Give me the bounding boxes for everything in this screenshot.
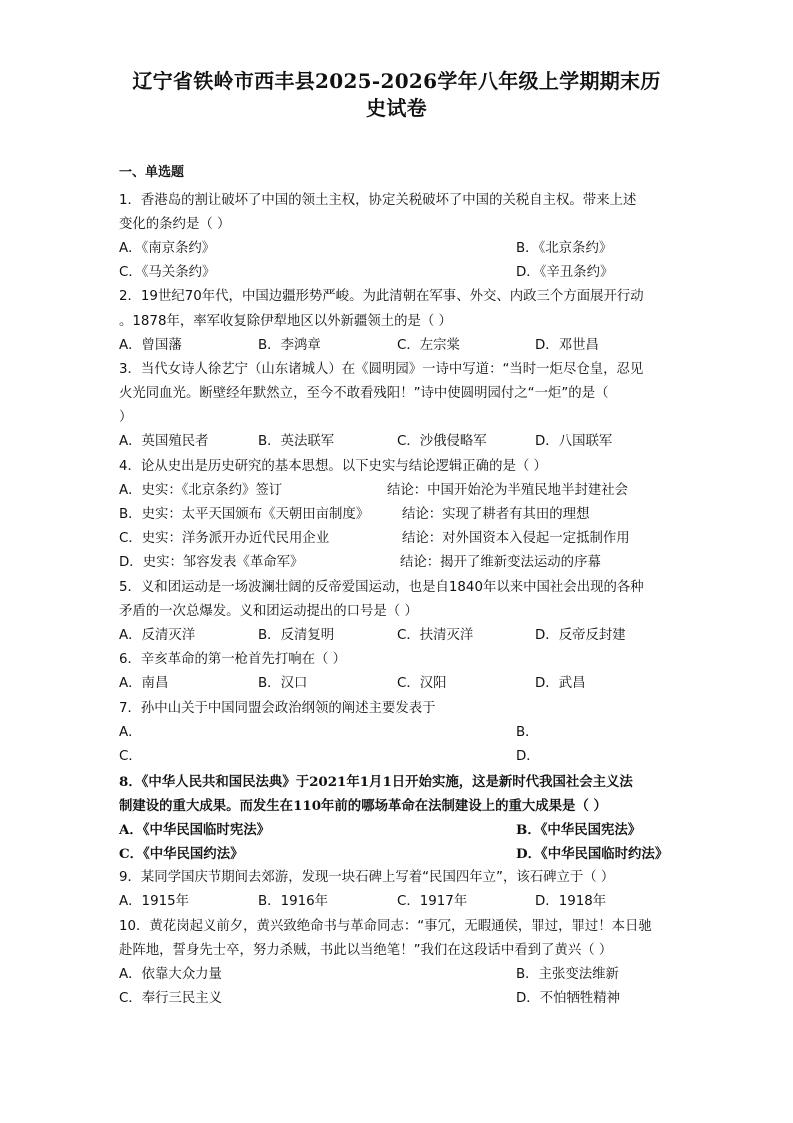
q3-option-c: C．沙俄侵略军 [397, 434, 487, 449]
q6-option-b: B．汉口 [258, 676, 308, 691]
q4-option-c: C．史实：洋务派开办近代民用企业 [119, 531, 330, 546]
q6-option-a: A．南昌 [119, 676, 169, 691]
q7-option-b: B． [516, 725, 539, 740]
q2-stem-line-1: 2．19世纪70年代，中国边疆形势严峻。为此清朝在军事、外交、内政三个方面展开行动 [119, 289, 644, 304]
q1-option-d: D．《辛丑条约》 [516, 265, 614, 280]
q9-option-a: A．1915年 [119, 894, 190, 909]
q4-option-b: B．史实：太平天国颁布《天朝田亩制度》 [119, 507, 370, 522]
q5-stem-line-2: 矛盾的一次总爆发。义和团运动提出的口号是（ ） [119, 604, 418, 619]
q9-stem-line-1: 9．某同学国庆节期间去郊游，发现一块石碑上写着“民国四年立”，该石碑立于（ ） [119, 870, 615, 885]
q2-option-c: C．左宗棠 [397, 338, 460, 353]
q6-option-c: C．汉阳 [397, 676, 447, 691]
q10-stem-line-1: 10．黄花岗起义前夕，黄兴致绝命书与革命同志：“事冗，无暇通侯，罪过，罪过！本日驰 [119, 919, 652, 934]
q4-option-row-d [119, 554, 601, 572]
q8-stem-line-1: 8．《中华人民共和国民法典》于2021年1月1日开始实施，这是新时代我国社会主义法 [119, 774, 633, 790]
q4-option-a-conclusion: 结论：中国开始沦为半殖民地半封建社会 [387, 483, 629, 498]
q7-option-d: D． [516, 749, 540, 764]
q10-stem-line-2: 赴阵地，誓身先士卒，努力杀贼，书此以当绝笔！”我们在这段话中看到了黄兴（ ） [119, 943, 613, 958]
section-heading: 一、单选题 [119, 165, 185, 180]
q4-option-row-b [119, 506, 590, 524]
q2-option-d: D．邓世昌 [535, 338, 599, 353]
q8-option-d: D．《中华民国临时约法》 [516, 846, 669, 862]
q10-options-row-1 [119, 966, 619, 984]
q10-options-row-2 [119, 990, 621, 1008]
q7-options-row-2 [119, 748, 540, 766]
q1-option-c: C．《马关条约》 [119, 265, 216, 280]
q4-option-a: A．史实：《北京条约》签订 [119, 483, 283, 498]
q5-option-d: D．反帝反封建 [535, 628, 626, 643]
title-line-1: 辽宁省铁岭市西丰县2025-2026学年八年级上学期期末历 [132, 69, 661, 93]
q5-option-a: A．反清灭洋 [119, 628, 196, 643]
q1-stem-line-1: 1．香港岛的割让破坏了中国的领土主权，协定关税破坏了中国的关税自主权。带来上述 [119, 193, 637, 208]
q3-option-b: B．英法联军 [258, 434, 335, 449]
q8-options-row-2 [119, 845, 669, 863]
q5-stem-line-1: 5．义和团运动是一场波澜壮阔的反帝爱国运动，也是自1840年以来中国社会出现的各种 [119, 580, 644, 595]
q1-stem-line-2: 变化的条约是（ ） [119, 217, 231, 232]
q2-stem-line-2: 。1878年，率军收复除伊犁地区以外新疆领土的是（ ） [119, 314, 452, 329]
q4-option-d-conclusion: 结论：揭开了维新变法运动的序幕 [400, 555, 601, 570]
q4-option-c-conclusion: 结论：对外国资本入侵起一定抵制作用 [402, 531, 630, 546]
q2-option-a: A．曾国藩 [119, 338, 182, 353]
q3-option-d: D．八国联军 [535, 434, 613, 449]
q8-option-c: C．《中华民国约法》 [119, 846, 244, 862]
q10-option-a: A．依靠大众力量 [119, 967, 222, 982]
q3-stem-line-3: ） [119, 410, 133, 425]
q9-option-d: D．1918年 [535, 894, 607, 909]
q10-option-d: D．不怕牺牲精神 [516, 991, 621, 1006]
q8-option-a: A．《中华民国临时宪法》 [119, 822, 270, 838]
q1-option-b: B．《北京条约》 [516, 241, 613, 256]
q7-option-a: A． [119, 725, 142, 740]
q1-options-row-1 [119, 240, 613, 258]
q8-options-row-1 [119, 821, 642, 839]
q3-option-a: A．英国殖民者 [119, 434, 209, 449]
title-line-2: 史试卷 [366, 96, 427, 120]
q1-option-a: A．《南京条约》 [119, 241, 216, 256]
q5-option-b: B．反清复明 [258, 628, 335, 643]
q8-stem-line-2: 制建设的重大成果。而发生在110年前的哪场革命在法制建设上的重大成果是（ ） [119, 798, 607, 814]
q9-option-c: C．1917年 [397, 894, 468, 909]
q1-options-row-2 [119, 264, 614, 282]
q4-stem-line-1: 4．论从史出是历史研究的基本思想。以下史实与结论逻辑正确的是（ ） [119, 459, 547, 474]
q6-option-d: D．武昌 [535, 676, 586, 691]
q10-option-b: B．主张变法维新 [516, 967, 619, 982]
q8-option-b: B．《中华民国宪法》 [516, 822, 642, 838]
q2-option-b: B．李鸿章 [258, 338, 321, 353]
q6-stem-line-1: 6．辛亥革命的第一枪首先打响在（ ） [119, 652, 347, 667]
q9-option-b: B．1916年 [258, 894, 329, 909]
q7-option-c: C． [119, 749, 142, 764]
q7-options-row-1 [119, 724, 539, 742]
q5-option-c: C．扶清灭洋 [397, 628, 474, 643]
q4-option-row-c [119, 530, 630, 548]
q10-option-c: C．奉行三民主义 [119, 991, 223, 1006]
q4-option-b-conclusion: 结论：实现了耕者有其田的理想 [402, 507, 590, 522]
q3-stem-line-1: 3．当代女诗人徐艺宁（山东诸城人）在《圆明园》一诗中写道：“当时一炬尽仓皇，忍见 [119, 362, 644, 377]
exam-title [80, 68, 713, 122]
q4-option-row-a [119, 482, 629, 500]
q3-stem-line-2: 火光同血光。断壁经年默然立，至今不敢看残阳！”诗中使圆明园付之“一炬”的是（ [119, 386, 609, 401]
q7-stem-line-1: 7．孙中山关于中国同盟会政治纲领的阐述主要发表于 [119, 701, 436, 716]
q4-option-d: D．史实：邹容发表《革命军》 [119, 555, 304, 570]
